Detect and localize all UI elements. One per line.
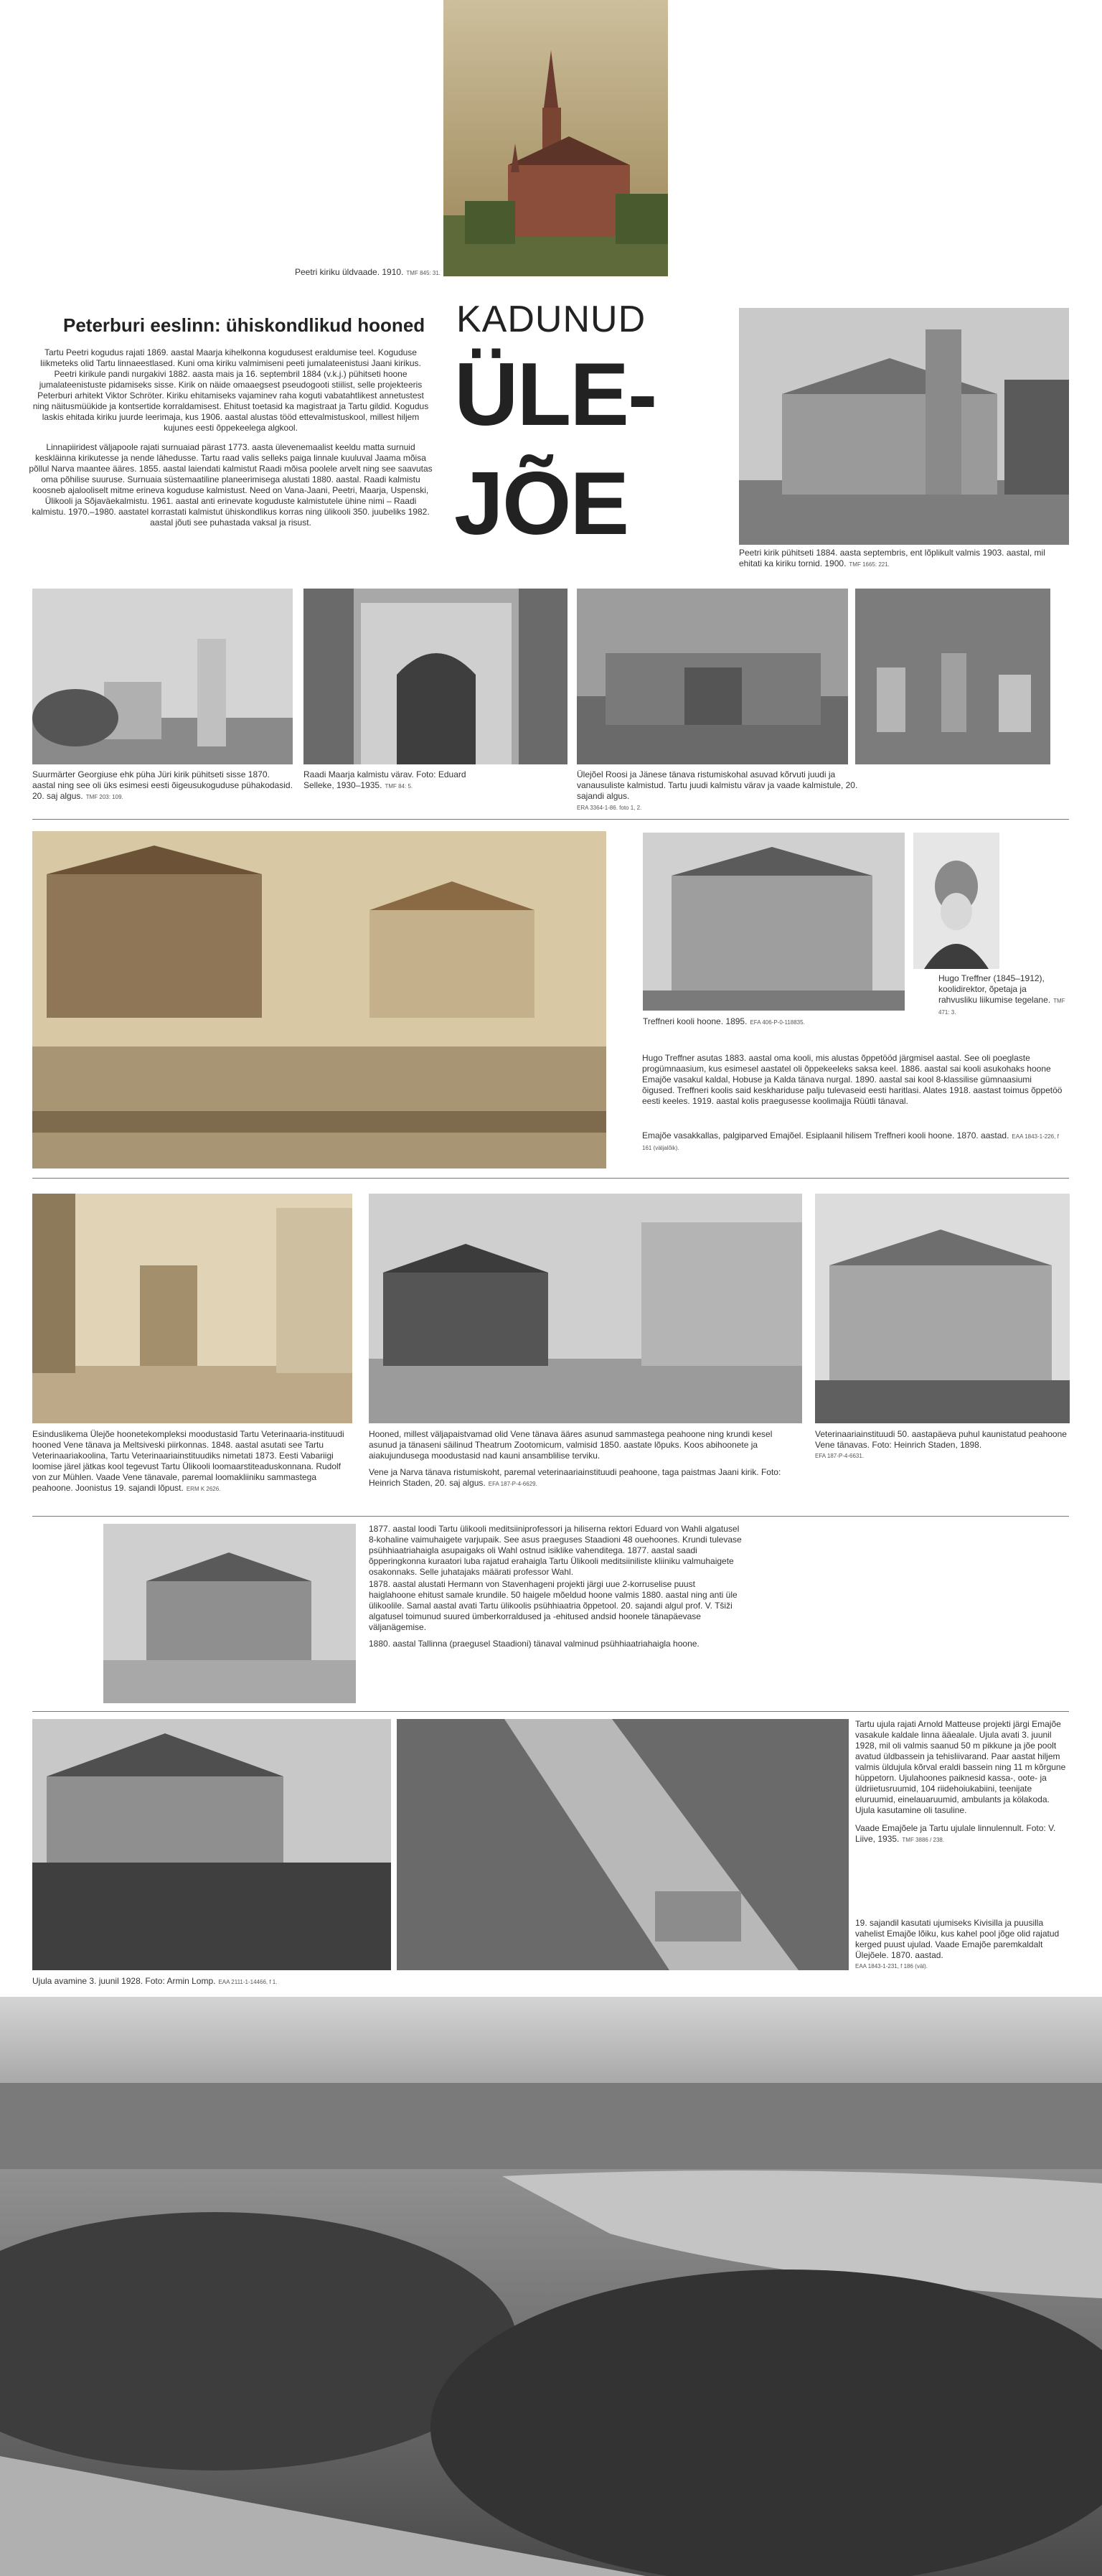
hugo-treffner-portrait [913,833,999,969]
raadi-gate-caption: Raadi Maarja kalmistu värav. Foto: Eduard Selleke, 1930–1935. TMF 84: 5. [303,769,466,790]
vet-anniversary-photo [815,1194,1070,1423]
intro-paragraph: Linnapiiridest väljapoole rajati surnuaiad pärast 1773. aasta ülevenemaalist keeldu matta surnuid keskläinna kirikutesse ja nende lähedusse. Tartu raad valis selleks paiga linnale kuuluval Jaama mõisa põllul Narva maantee ääres. 1855. aastal laiendati kalmistut Raadi mõisa poolele arvelt ning see saavutas oma põhilise suuruse. Surnuaia süstemaatiline planeerimisega alustati 1880. aastal. Raadi kalmistu koosneb ajalooliselt mitme erineva koguduse kalmistust. Need on Vana-Jaani, Peetri, Maarja, Uspenski, Ülikooli ja Sõjaväekalmistu. 1961. aastal anti erinevate koguduste kalmistutele ühine nimi – Raadi kalmistu. 1970.–1980. aastatel korrastati kalmistut ühiskondlikus korras ning ülikooli 350. juubeliks 1982. aastal jõuti see puhastada vaksal ja risust. [29,442,433,528]
church-photo-1900 [739,308,1069,545]
divider [32,819,1069,820]
jewish-cemetery-caption: Ülejõel Roosi ja Jänese tänava ristumiskohal asuvad kõrvuti juudi ja vanausuliste kalmistud. Tartu juudi kalmistu värav ja vaade kalmistule, 20. sajandi algus. ERA 3364-1-86. foto 1, 2. [577,769,858,811]
vet-drawing-caption: Esinduslikema Ülejõe hoonetekompleksi moodustasid Tartu Veterinaaria-instituudi hooned Vene tänava ja Meltsiveski piirkonnas. 1848. aastal asutati see Tartu Veterinaariakoolina, Tartu Veterinaariainstituudiks nimetati 1873. Eesti Vabariigi loomise järel jätkas kool tegevust Tartu Ülikooli loomaarstiteaduskonnana. Rudolf von zur Mühlen. Vaade Vene tänavale, paremal loomakliiniku sammastega peahoone. Joonistus 19. sajandi lõpust. ERM K 2626. [32,1429,344,1493]
bath-opening-photo [32,1719,391,1970]
bath-opening-caption: Ujula avamine 3. juunil 1928. Foto: Armin Lomp. EAA 2111-1-14466, f 1. [32,1976,278,1986]
jyri-church-caption: Suurmärter Georgiuse ehk püha Jüri kirik pühitseti sisse 1870. aastal ning see oli üks esimesi eesti õigeusukoguduse pühakodasid. 20. saj algus. TMF 203: 109. [32,769,293,801]
treffner-text: Hugo Treffner asutas 1883. aastal oma kooli, mis alustas õppetööd järgmisel aastal. See oli poeglaste progümnaasium, kus esimesel aastatel oli õppekeeleks saksa keel. 1886. aastal sai kooli asukohaks hoone Emajõe vasakul kaldal, Hobuse ja Kalda tänava nurgal. 1890. aastal sai kool 8-klassilise gümnaasiumi õigused. Treffneri koolis said keskhariduse palju tulevaseid eesti haritlasi. Alates 1918. aastast toimus õppetöö eesti keeles. 1919. aastal kolis praegusesse koolimajja Rüütli tänaval. [642,1053,1063,1106]
church-caption: Peetri kirik pühitseti 1884. aasta septembris, ent lõplikult valmis 1903. aastal, mil ehitati ka kiriku tornid. 1900. TMF 1665: 221. [739,548,1045,568]
vene-narva-crossing-photo [369,1194,802,1423]
treffner-school-caption: Treffneri kooli hoone. 1895. EFA 406-P-0-118835. [643,1016,805,1026]
bath-history-caption: 19. sajandil kasutati ujumiseks Kivisilla ja puusilla vahelist Emajõe lõiku, kus kahel pool jõge olid rajatud kerged puust ujulad. Vaade Emajõe paremkaldalt Ülejõele. 1870. aastad. EAA 1843-1-231, f 186 (väl). [855,1918,1060,1970]
jewish-cemetery-gate-photo [577,589,848,764]
divider [32,1178,1069,1179]
vet-anniversary-caption: Veterinaariainstituudi 50. aastapäeva puhul kaunistatud peahoone Vene tänavas. Foto: Heinrich Staden, 1898. EFA 187-P-4-6631. [815,1429,1067,1459]
river-logs-photo [32,831,606,1168]
raadi-gate-photo [303,589,568,764]
intro-text [29,347,433,537]
psychiatric-hospital-photo [103,1524,356,1703]
vet-buildings-caption: Hooned, millest väljapaistvamad olid Vene tänava ääres asunud sammastega peahoone ning krundi kesel asunud ja tänaseni säilinud Theatrum Zootomicum, valmisid 1850. aastate lõpuks. Koos abihoonete ja aiakujundusega moodustasid nad kauni ansamblilise terviku. Vene ja Narva tänava ristumiskoht, paremal veterinaariainstituudi peahoone, taga paistmas Jaani kirik. Foto: Heinrich Staden, 20. saj algus. EFA 187-P-4-6629. [369,1429,781,1488]
treffner-portrait-caption: Hugo Treffner (1845–1912), koolidirektor, õpetaja ja rahvusliku liikumise tegelane. TMF 471: 3. [938,973,1065,1016]
intro-paragraph: Tartu Peetri kogudus rajati 1869. aastal Maarja kihelkonna kogudusest eraldumise teel. Koguduse liikmeteks olid Tartu linnaeestlased. Kuni oma kiriku valmimiseni peeti jumalateenistusi Jaani kirikus. Peetri kirikule pandi nurgakivi 1882. aasta mais ja 16. septembril 1884 (v.k.j.) pühitseti hoone jumalateenistuste pidamiseks sisse. Kirik on näide omaaegsest pseudogooti stiilist, selle projekteeris Peterburi arhitekt Viktor Schröter. Kiriku ehitamiseks vajaminev raha koguti vabatahtlikest annetustest ning näitusmüükide ja kontsertide korraldamisest. Ehitust toetasid ka magistraat ja Tartu gildid. Kogudus laskis ehitada kiriku juurde leerimaja, kus 1906. aastal alustas tööd ettevalmistuskool, millest hiljem kujunes eesti õppekeelega algkool. [32,347,429,433]
river-caption: Emajõe vasakkallas, palgiparved Emajõel. Esiplaanil hilisem Treffneri kooli hoone. 1870. aastad. EAA 1843-1-226, f 161 (väljalõik). [642,1130,1059,1151]
vene-street-drawing [32,1194,352,1423]
bath-aerial-photo [397,1719,849,1970]
jewish-cemetery-view-photo [855,589,1050,764]
clinic-text: 1877. aastal loodi Tartu ülikooli meditsiiniprofessori ja hiliserna rektori Eduard von Wahli algatusel 8-kohaline vaimuhaigete varjupaik. See asus praeguses Staadioni 48 ouehoones. Krundi tulevase psühhiaatriahaigla asupaigaks oli Wahl ostnud isiklike vahenditega. 1877. aastal saadi õpperingkonna kuraatori luba rajatud erahaigla Tartu Ülikooli meditsiiniliste kliiniku valmuhaigete osakonnaks. Selle juhatajaks määrati professor Wahl. 1878. aastal alustati Hermann von Stavenhageni projekti järgi uue 2-korruselise puust haiglahoone ehitust samale krundile. 50 haigele mõeldud hoone valmis 1880. aastal ning anti üle ülikoolile. Samal aastal avati Tartu ülikoolis psühhiaatria õppetool. 20. sajandi algul prof. V. Tšiži algatusel toimunud suured ümberkorraldused ja -ehitused andsid hoonele tänapäevase väljanägemise. 1880. aastal Tallinna (praegusel Staadioni) tänaval valminud psühhiaatriahaigla hoone. [369,1524,742,1649]
top-photo-caption: Peetri kiriku üldvaade. 1910. TMF 845: 31. [294,267,441,277]
divider [32,1711,1069,1712]
panorama-photo [0,1997,1102,2576]
bath-text: Tartu ujula rajati Arnold Matteuse projekti järgi Emajõe vasakule kaldale linna ääealale. Ujula avati 3. juunil 1928, mil oli valmis saanud 50 m pikkune ja jõe poolt avatud üldbassein ja tehisliivarand. Paar aastat hiljem valmis üldujula kõrval eraldi bassein ning 11 m kõrgune hüppetorn. Ujulahoones paiknesid kassa-, oote- ja üldriietusruumid, 104 riidehoiukabiini, teenijate eluruumid, einelauaruumid, ambulants ja kölakoda. Ujula kasutamine oli tasuline. Vaade Emajõele ja Tartu ujulale linnulennult. Foto: V. Liive, 1935. TMF 3886 / 238. [855,1719,1066,1844]
title-line1: ÜLE- [454,345,656,444]
treffner-school-photo [643,833,905,1011]
divider [32,1516,1069,1517]
title-line2: JÕE [454,454,628,553]
jyri-church-photo [32,589,293,764]
peetri-church-photo [443,0,668,276]
title-kicker: KADUNUD [456,299,646,340]
section-heading: Peterburi eeslinn: ühiskondlikud hooned [63,314,425,336]
